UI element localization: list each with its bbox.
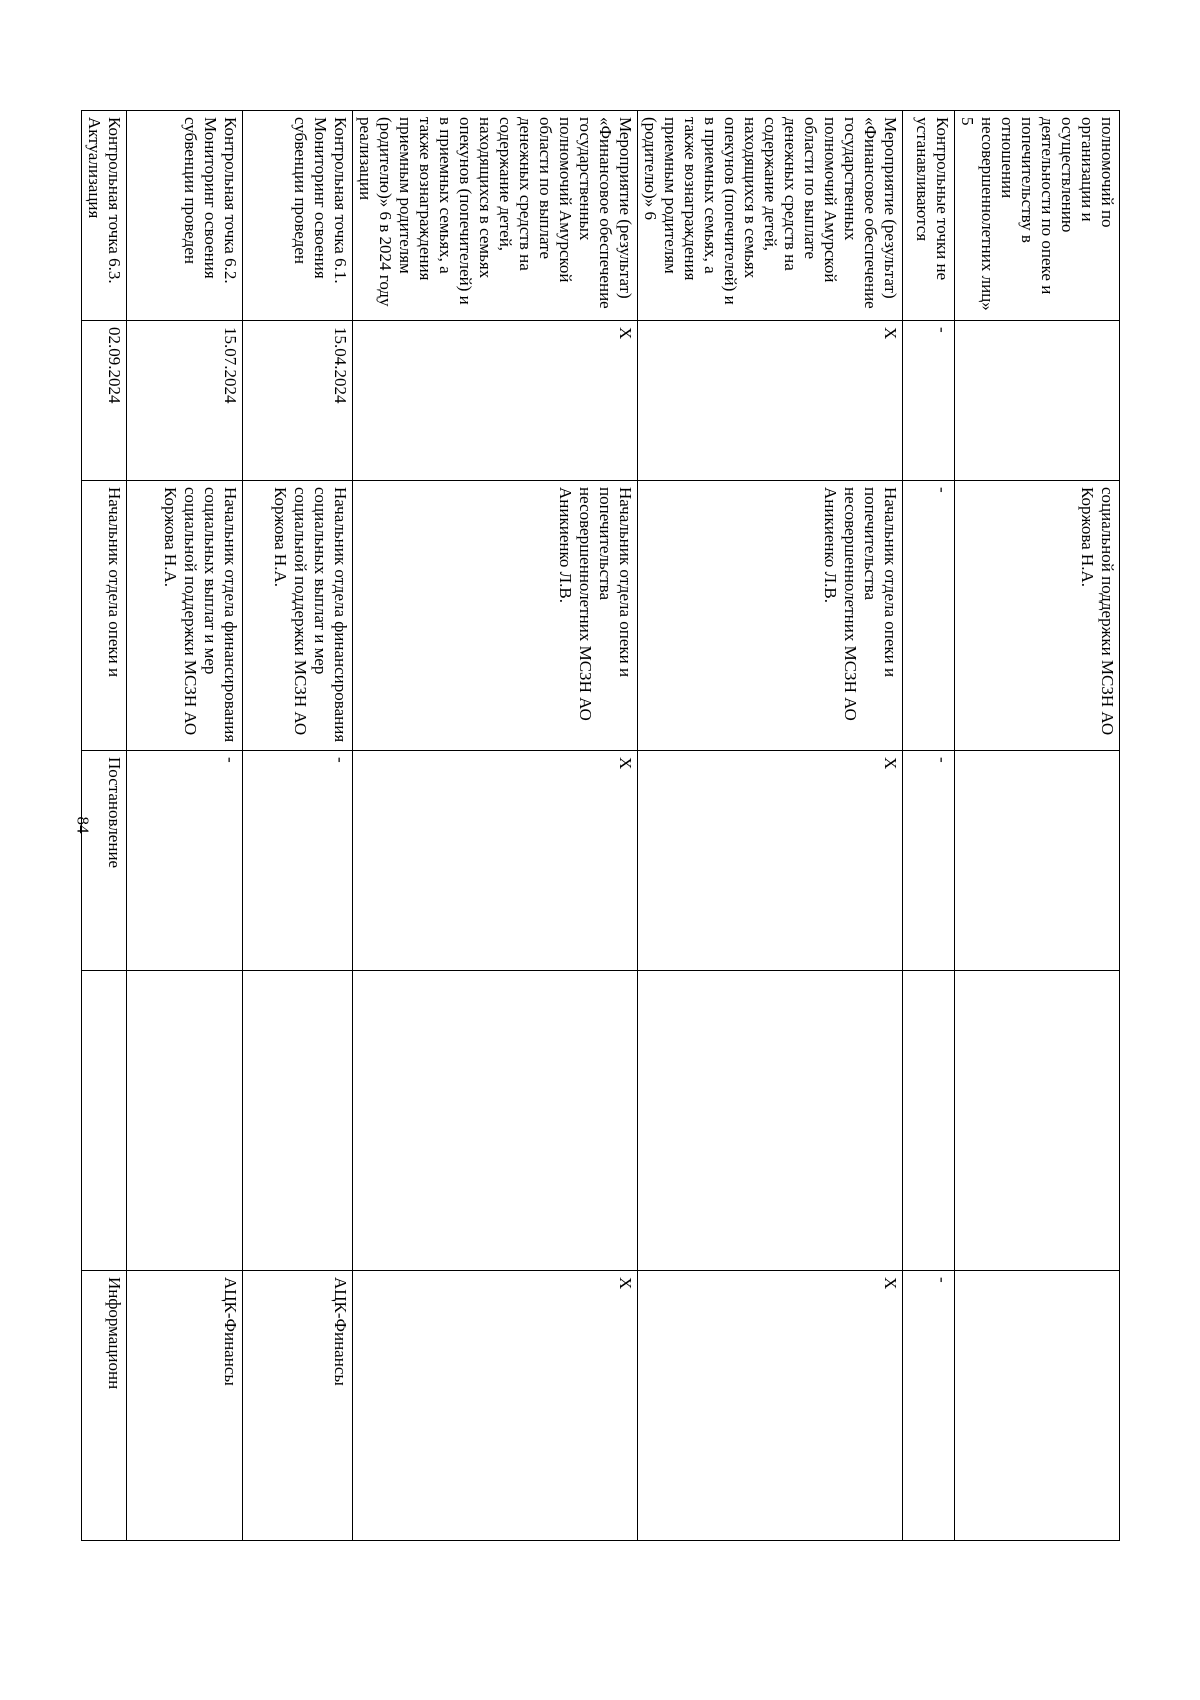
cell-event: Контрольные точки не устанавливаются bbox=[903, 111, 955, 321]
cell-event: Контрольная точка 6.3. Актуализация bbox=[82, 111, 127, 321]
cell-event: полномочий по организации и осуществлению деятельности по опеке и попечительству в отношении несовершеннолетних лиц» 5 bbox=[955, 111, 1120, 321]
cell-date: 02.09.2024 bbox=[82, 321, 127, 481]
cell-document: Постановление bbox=[82, 751, 127, 971]
plan-table bbox=[81, 110, 1120, 1541]
cell-event: Контрольная точка 6.2. Мониторинг освоения субвенции проведен bbox=[127, 111, 243, 321]
cell-responsible: Начальник отдела финансирования социальных выплат и мер социальной поддержки МСЗН АО Коржова Н.А. bbox=[243, 481, 353, 751]
cell-event: Мероприятие (результат) «Финансовое обеспечение государственных полномочий Амурской области по выплате денежных средств на содержание детей, находящихся в семьях опекунов (попечителей) и в приемных семьях, а также вознаграждения приемным родителям (родителю)» 6 bbox=[638, 111, 903, 321]
table-row bbox=[82, 111, 127, 1541]
cell-responsible: социальной поддержки МСЗН АО Коржова Н.А. bbox=[955, 481, 1120, 751]
cell-responsible: Начальник отдела финансирования социальных выплат и мер социальной поддержки МСЗН АО Коржова Н.А. bbox=[127, 481, 243, 751]
cell-extra bbox=[127, 971, 243, 1271]
cell-date: X bbox=[353, 321, 638, 481]
cell-document: X bbox=[638, 751, 903, 971]
cell-date: - bbox=[903, 321, 955, 481]
cell-responsible: Начальник отдела опеки и попечительства несовершеннолетних МСЗН АО Аникиенко Л.В. bbox=[353, 481, 638, 751]
cell-document: - bbox=[243, 751, 353, 971]
cell-system: - bbox=[903, 1271, 955, 1541]
cell-event: Мероприятие (результат) «Финансовое обеспечение государственных полномочий Амурской области по выплате денежных средств на содержание детей, находящихся в семьях опекунов (попечителей) и в приемных семьях, а также вознаграждения приемным родителям (родителю)» 6 в 2024 году реализации bbox=[353, 111, 638, 321]
table-row bbox=[955, 111, 1120, 1541]
table-row bbox=[243, 111, 353, 1541]
table-row bbox=[353, 111, 638, 1541]
cell-date: 15.04.2024 bbox=[243, 321, 353, 481]
cell-extra bbox=[82, 971, 127, 1271]
cell-system: X bbox=[638, 1271, 903, 1541]
cell-document: - bbox=[903, 751, 955, 971]
cell-extra bbox=[955, 971, 1120, 1271]
cell-system: АЦК-Финансы bbox=[243, 1271, 353, 1541]
cell-extra bbox=[638, 971, 903, 1271]
cell-document bbox=[955, 751, 1120, 971]
cell-system: АЦК-Финансы bbox=[127, 1271, 243, 1541]
table-row bbox=[638, 111, 903, 1541]
cell-extra bbox=[353, 971, 638, 1271]
table-row bbox=[127, 111, 243, 1541]
cell-system: Информационн bbox=[82, 1271, 127, 1541]
cell-event: Контрольная точка 6.1. Мониторинг освоения субвенции проведен bbox=[243, 111, 353, 321]
cell-extra bbox=[243, 971, 353, 1271]
cell-date bbox=[955, 321, 1120, 481]
rotated-table-container bbox=[85, 110, 1120, 1540]
cell-date: 15.07.2024 bbox=[127, 321, 243, 481]
table-row bbox=[903, 111, 955, 1541]
cell-responsible: Начальник отдела опеки и bbox=[82, 481, 127, 751]
cell-system: X bbox=[353, 1271, 638, 1541]
cell-responsible: Начальник отдела опеки и попечительства несовершеннолетних МСЗН АО Аникиенко Л.В. bbox=[638, 481, 903, 751]
page-number: 84 bbox=[73, 816, 93, 834]
cell-responsible: - bbox=[903, 481, 955, 751]
cell-date: X bbox=[638, 321, 903, 481]
cell-extra bbox=[903, 971, 955, 1271]
cell-document: - bbox=[127, 751, 243, 971]
cell-document: X bbox=[353, 751, 638, 971]
cell-system bbox=[955, 1271, 1120, 1541]
